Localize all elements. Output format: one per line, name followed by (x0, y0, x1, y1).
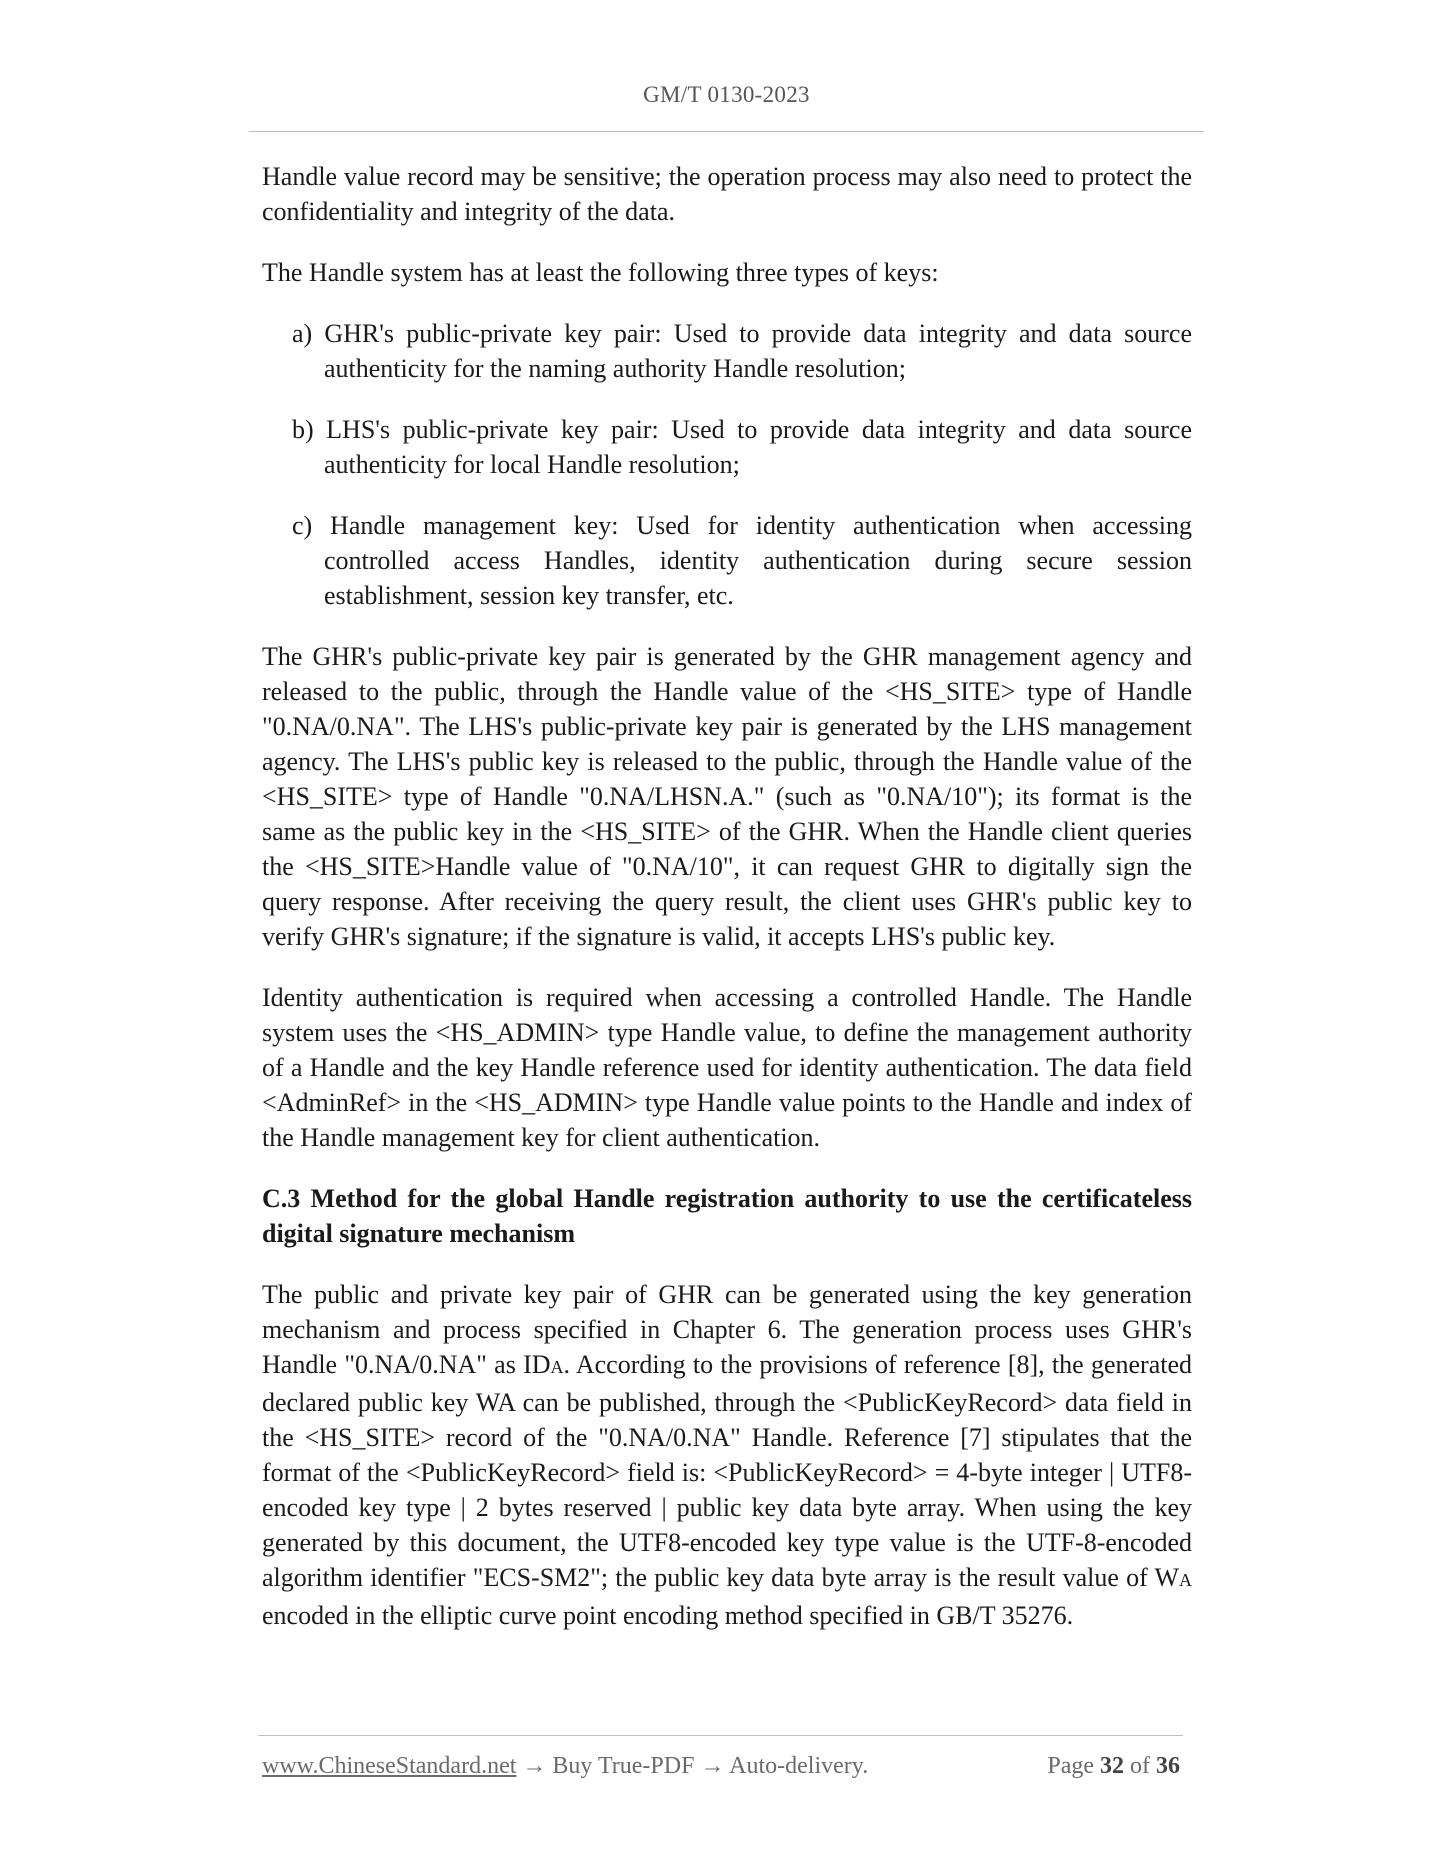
auto-delivery-text: Auto-delivery. (729, 1753, 869, 1779)
subscript-a-1: A (550, 1357, 564, 1377)
of-label: of (1124, 1753, 1156, 1779)
page-label: Page (1047, 1753, 1100, 1779)
site-link[interactable]: www.ChineseStandard.net (262, 1753, 517, 1779)
subscript-a-2: A (1179, 1570, 1192, 1590)
page-content (262, 159, 1192, 1659)
paragraph-5-part-b: . According to the provisions of reference [8], the generated declared public key WA can be published, through the <PublicKeyRecord> data field in the <HS_SITE> record of the "0.NA/0.NA" Handle. Reference [7] stipulates that the format of the <PublicKeyRecord> field is: <PublicKeyRecord> = 4-byte integer | UTF8-encoded key type | 2 bytes reserved | public key data byte array. When using the key generated by this document, the UTF8-encoded key type value is the UTF-8-encoded algorithm identifier "ECS-SM2"; the public key data byte array is the result value of W (262, 1350, 1192, 1592)
arrow-icon: → (694, 1753, 730, 1779)
paragraph-4: Identity authentication is required when accessing a controlled Handle. The Handle system uses the <HS_ADMIN> type Handle value, to define the management authority of a Handle and the key Handle reference used for identity authentication. The data field <AdminRef> in the <HS_ADMIN> type Handle value points to the Handle and index of the Handle management key for client authentication. (262, 983, 1192, 1152)
buy-pdf-text: Buy True-PDF (552, 1753, 695, 1779)
document-header: GM/T 0130-2023 (643, 82, 810, 107)
paragraph-5-part-c: encoded in the elliptic curve point encoding method specified in GB/T 35276. (262, 1601, 1074, 1630)
arrow-icon: → (516, 1753, 553, 1779)
paragraph-5-part-a: The public and private key pair of GHR can be generated using the key generation mechanism and process specified in Chapter 6. The generation process uses GHR's Handle "0.NA/0.NA" as ID (262, 1280, 1192, 1379)
page-number (1047, 1753, 1180, 1780)
list-item-a: a) GHR's public-private key pair: Used to provide data integrity and data source authenticity for the naming authority Handle resolution; (292, 319, 1192, 383)
paragraph-1: Handle value record may be sensitive; the operation process may also need to protect the confidentiality and integrity of the data. (262, 162, 1192, 226)
section-heading-c3: C.3 Method for the global Handle registration authority to use the certificateless digital signature mechanism (262, 1184, 1192, 1248)
list-item-b: b) LHS's public-private key pair: Used to provide data integrity and data source authenticity for local Handle resolution; (292, 415, 1192, 479)
footer-divider (258, 1735, 1183, 1736)
paragraph-2: The Handle system has at least the following three types of keys: (262, 258, 939, 287)
footer-links (262, 1753, 868, 1780)
list-item-c: c) Handle management key: Used for identity authentication when accessing controlled access Handles, identity authentication during secure session establishment, session key transfer, etc. (292, 511, 1192, 610)
total-pages: 36 (1156, 1753, 1180, 1779)
paragraph-5 (262, 1277, 1192, 1633)
header-divider (249, 131, 1204, 132)
paragraph-3: The GHR's public-private key pair is generated by the GHR management agency and released to the public, through the Handle value of the <HS_SITE> type of Handle "0.NA/0.NA". The LHS's public-private key pair is generated by the LHS management agency. The LHS's public key is released to the public, through the Handle value of the <HS_SITE> type of Handle "0.NA/LHSN.A." (such as "0.NA/10"); its format is the same as the public key in the <HS_SITE> of the GHR. When the Handle client queries the <HS_SITE>Handle value of "0.NA/10", it can request GHR to digitally sign the query response. After receiving the query result, the client uses GHR's public key to verify GHR's signature; if the signature is valid, it accepts LHS's public key. (262, 642, 1192, 951)
current-page: 32 (1100, 1753, 1124, 1779)
